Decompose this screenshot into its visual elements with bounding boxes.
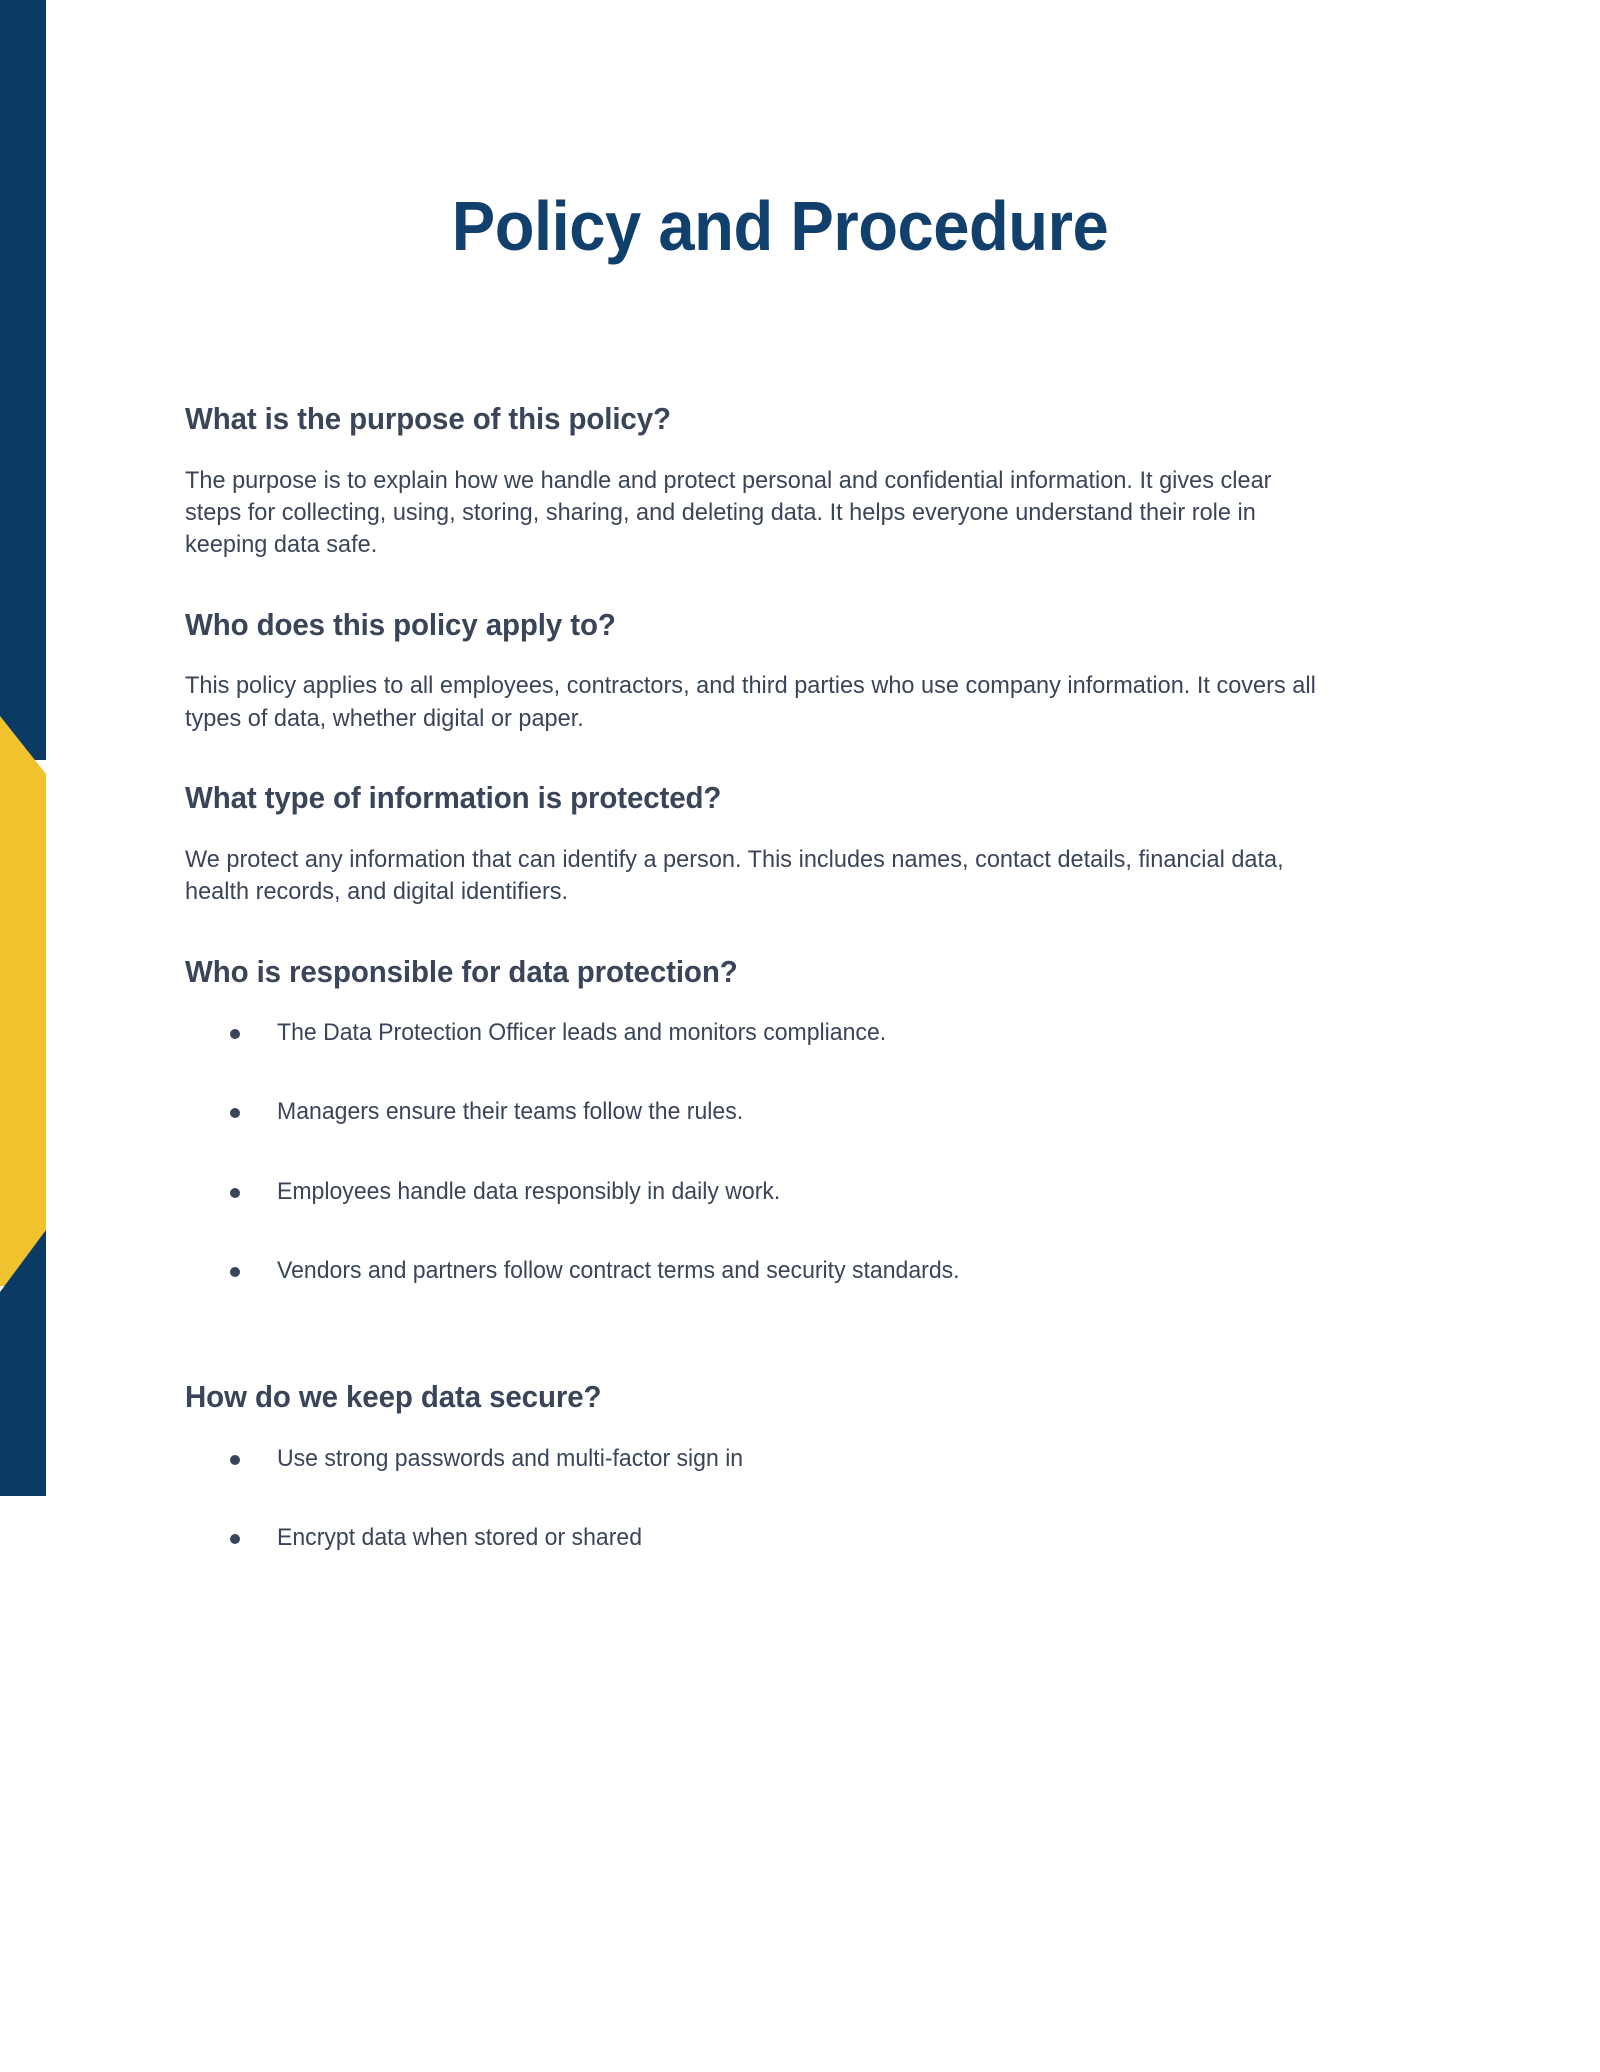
section-spacer (185, 562, 1375, 606)
section-applies-to (185, 606, 1375, 735)
bullet-dot-icon (230, 1029, 240, 1039)
section-responsibility (185, 953, 1375, 1287)
section-heading-information-protected: What type of information is protected? (185, 780, 722, 816)
bullet-dot-icon (230, 1455, 240, 1465)
list-item-label: Managers ensure their teams follow the rules. (277, 1098, 744, 1126)
list-item (185, 1255, 1375, 1286)
section-heading-responsibility: Who is responsible for data protection? (185, 953, 738, 989)
bullet-list-data-security (185, 1443, 1375, 1553)
list-item-label: Employees handle data responsibly in daily work. (277, 1177, 781, 1205)
section-body-purpose: The purpose is to explain how we handle and protect personal and confidential information. It gives clear steps for collecting, using, storing, sharing, and deleting data. It helps everyone understand their role in keeping data safe. (185, 466, 1272, 559)
section-heading-applies-to: Who does this policy apply to? (185, 606, 616, 642)
list-item-label: Vendors and partners follow contract terms and security standards. (277, 1256, 960, 1284)
list-item (185, 1096, 1375, 1127)
list-item (185, 1443, 1375, 1474)
sections-container (185, 400, 1375, 1553)
section-spacer (185, 735, 1375, 779)
bullet-dot-icon (230, 1108, 240, 1118)
list-item-label: Encrypt data when stored or shared (277, 1523, 643, 1551)
bullet-dot-icon (230, 1188, 240, 1198)
section-body-information-protected: We protect any information that can identify a person. This includes names, contact details, financial data, health records, and digital identifiers. (185, 845, 1284, 906)
left-accent-bar (0, 0, 46, 1496)
section-spacer-large (185, 1286, 1375, 1378)
list-item (185, 1017, 1375, 1048)
bullet-dot-icon (230, 1534, 240, 1544)
bullet-dot-icon (230, 1267, 240, 1277)
list-item-label: Use strong passwords and multi-factor sign in (277, 1444, 744, 1472)
section-data-security (185, 1378, 1375, 1553)
section-information-protected (185, 779, 1375, 908)
list-item (185, 1176, 1375, 1207)
list-item (185, 1522, 1375, 1553)
section-heading-data-security: How do we keep data secure? (185, 1379, 602, 1415)
bullet-list-responsibility (185, 1017, 1375, 1286)
section-purpose (185, 400, 1375, 562)
section-heading-purpose: What is the purpose of this policy? (185, 401, 671, 436)
page-title: Policy and Procedure (451, 187, 1109, 265)
section-spacer (185, 909, 1375, 953)
accent-bar-yellow-middle (0, 716, 46, 1286)
accent-bar-navy-top (0, 0, 46, 760)
list-item-label: The Data Protection Officer leads and monitors compliance. (277, 1019, 887, 1047)
section-body-applies-to: This policy applies to all employees, contractors, and third parties who use company information. It covers all types of data, whether digital or paper. (185, 672, 1316, 732)
